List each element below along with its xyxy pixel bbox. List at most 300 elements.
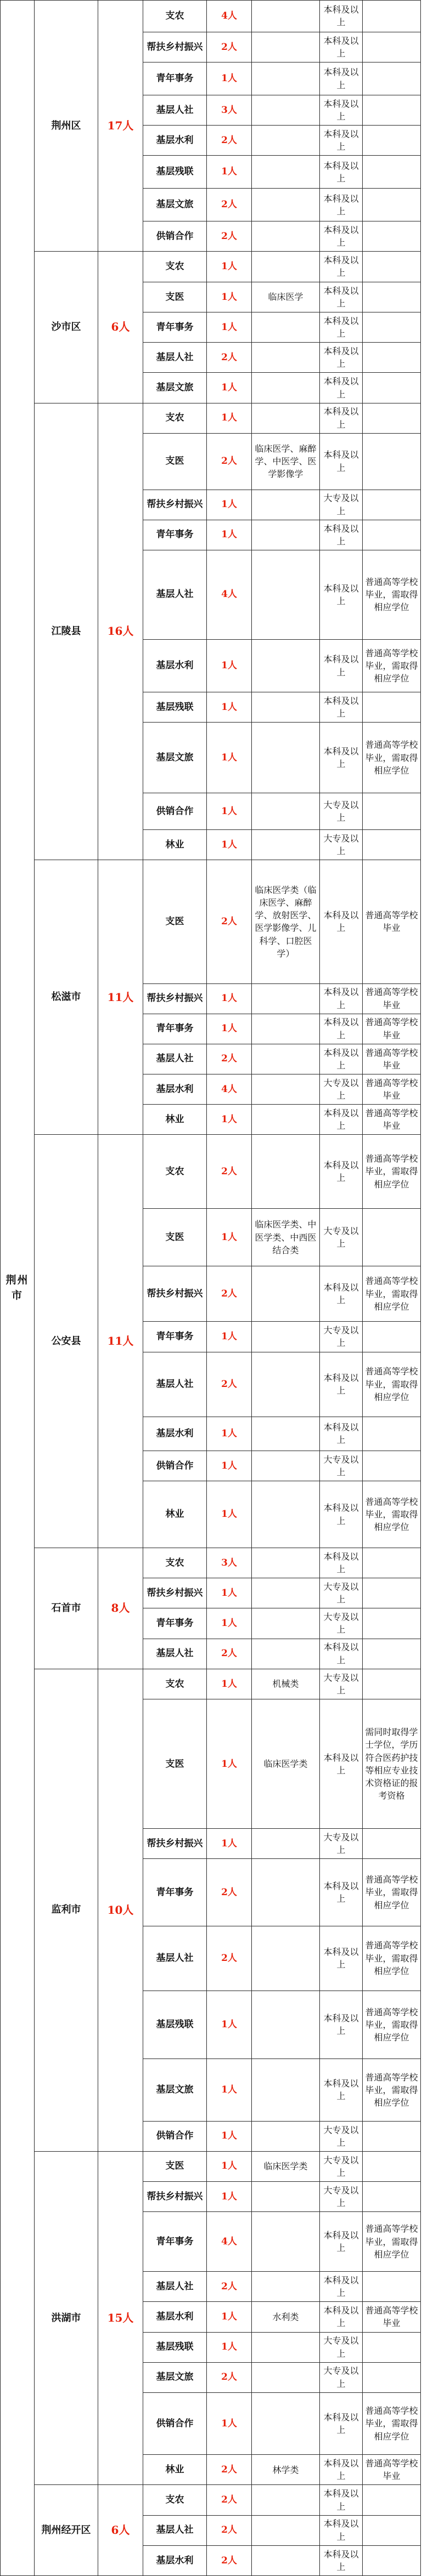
- major-requirement: 临床医学类、中医学类、中西医结合类: [252, 1209, 320, 1266]
- education-requirement: 本科及以上: [320, 1104, 363, 1134]
- post-count: 1人: [207, 2059, 252, 2122]
- education-requirement: 大专及以上: [320, 2332, 363, 2362]
- county-name: 荆州经开区: [35, 2485, 98, 2576]
- other-requirement: 普通高等学校毕业: [363, 860, 421, 983]
- post-name: 支农: [143, 252, 207, 282]
- post-count: 1人: [207, 520, 252, 550]
- education-requirement: 本科及以上: [320, 2545, 363, 2575]
- post-name: 青年事务: [143, 312, 207, 343]
- post-name: 基层文旅: [143, 723, 207, 793]
- major-requirement: [252, 95, 320, 126]
- other-requirement: [363, 373, 421, 403]
- post-count: 2人: [207, 1266, 252, 1322]
- post-name: 支医: [143, 282, 207, 312]
- post-name: 帮扶乡村振兴: [143, 1578, 207, 1608]
- city-name: 荆州市: [1, 1, 35, 2576]
- post-name: 供销合作: [143, 2121, 207, 2151]
- post-name: 支农: [143, 403, 207, 433]
- education-requirement: 本科及以上: [320, 189, 363, 221]
- post-count: 2人: [207, 1044, 252, 1074]
- other-requirement: [363, 252, 421, 282]
- other-requirement: [363, 126, 421, 156]
- other-requirement: [363, 2272, 421, 2302]
- other-requirement: 普通高等学校毕业，需取得相应学位: [363, 1991, 421, 2058]
- major-requirement: [252, 1578, 320, 1608]
- education-requirement: 本科及以上: [320, 126, 363, 156]
- other-requirement: [363, 793, 421, 829]
- education-requirement: 本科及以上: [320, 520, 363, 550]
- post-name: 基层文旅: [143, 373, 207, 403]
- other-requirement: [363, 343, 421, 373]
- post-name: 基层水利: [143, 2302, 207, 2332]
- other-requirement: [363, 1578, 421, 1608]
- recruitment-table-body: [1, 1, 421, 2576]
- post-name: 基层残联: [143, 692, 207, 723]
- post-count: 1人: [207, 723, 252, 793]
- post-name: 青年事务: [143, 1014, 207, 1044]
- post-count: 1人: [207, 2151, 252, 2181]
- post-count: 1人: [207, 156, 252, 189]
- education-requirement: 本科及以上: [320, 156, 363, 189]
- major-requirement: [252, 723, 320, 793]
- post-name: 基层水利: [143, 126, 207, 156]
- other-requirement: 普通高等学校毕业: [363, 1014, 421, 1044]
- major-requirement: [252, 983, 320, 1014]
- county-total: 11人: [98, 1135, 143, 1548]
- post-name: 基层文旅: [143, 189, 207, 221]
- post-count: 1人: [207, 639, 252, 692]
- other-requirement: [363, 520, 421, 550]
- other-requirement: [363, 2121, 421, 2151]
- post-count: 1人: [207, 312, 252, 343]
- education-requirement: 本科及以上: [320, 343, 363, 373]
- table-row: [1, 2485, 421, 2515]
- county-name: 江陵县: [35, 403, 98, 860]
- post-count: 2人: [207, 433, 252, 490]
- education-requirement: 大专及以上: [320, 1322, 363, 1352]
- major-requirement: 临床医学、麻醉学、中医学、医学影像学: [252, 433, 320, 490]
- major-requirement: [252, 62, 320, 95]
- major-requirement: 水利类: [252, 2302, 320, 2332]
- other-requirement: 普通高等学校毕业，需取得相应学位: [363, 1266, 421, 1322]
- major-requirement: [252, 1074, 320, 1104]
- major-requirement: [252, 490, 320, 520]
- education-requirement: 本科及以上: [320, 983, 363, 1014]
- other-requirement: [363, 1451, 421, 1481]
- other-requirement: 普通高等学校毕业，需取得相应学位: [363, 2211, 421, 2271]
- other-requirement: 普通高等学校毕业，需取得相应学位: [363, 1481, 421, 1548]
- other-requirement: 普通高等学校毕业，需取得相应学位: [363, 1926, 421, 1991]
- post-count: 2人: [207, 32, 252, 62]
- other-requirement: [363, 282, 421, 312]
- other-requirement: 普通高等学校毕业，需取得相应学位: [363, 639, 421, 692]
- county-total: 6人: [98, 252, 143, 403]
- education-requirement: 本科及以上: [320, 860, 363, 983]
- education-requirement: 本科及以上: [320, 2392, 363, 2455]
- major-requirement: [252, 793, 320, 829]
- other-requirement: 普通高等学校毕业，需取得相应学位: [363, 550, 421, 639]
- major-requirement: [252, 2515, 320, 2545]
- post-name: 基层人社: [143, 1926, 207, 1991]
- education-requirement: 本科及以上: [320, 2272, 363, 2302]
- education-requirement: 大专及以上: [320, 2181, 363, 2211]
- post-name: 帮扶乡村振兴: [143, 983, 207, 1014]
- post-count: 1人: [207, 1699, 252, 1829]
- other-requirement: [363, 2332, 421, 2362]
- education-requirement: 本科及以上: [320, 1, 363, 32]
- education-requirement: 本科及以上: [320, 221, 363, 252]
- post-count: 1人: [207, 2181, 252, 2211]
- other-requirement: [363, 312, 421, 343]
- education-requirement: 大专及以上: [320, 1829, 363, 1859]
- post-count: 1人: [207, 490, 252, 520]
- education-requirement: 本科及以上: [320, 1266, 363, 1322]
- education-requirement: 本科及以上: [320, 1481, 363, 1548]
- post-count: 2人: [207, 189, 252, 221]
- other-requirement: [363, 2515, 421, 2545]
- post-name: 帮扶乡村振兴: [143, 490, 207, 520]
- major-requirement: [252, 156, 320, 189]
- other-requirement: [363, 2545, 421, 2575]
- post-name: 青年事务: [143, 1859, 207, 1926]
- education-requirement: 本科及以上: [320, 403, 363, 433]
- other-requirement: [363, 1639, 421, 1669]
- major-requirement: [252, 2272, 320, 2302]
- major-requirement: [252, 2392, 320, 2455]
- post-name: 帮扶乡村振兴: [143, 1829, 207, 1859]
- post-name: 基层残联: [143, 2332, 207, 2362]
- post-count: 1人: [207, 1669, 252, 1699]
- post-count: 1人: [207, 1481, 252, 1548]
- post-count: 1人: [207, 282, 252, 312]
- major-requirement: [252, 1548, 320, 1578]
- post-count: 1人: [207, 1608, 252, 1639]
- post-count: 2人: [207, 860, 252, 983]
- major-requirement: [252, 1352, 320, 1417]
- other-requirement: 普通高等学校毕业，需取得相应学位: [363, 2392, 421, 2455]
- education-requirement: 本科及以上: [320, 1859, 363, 1926]
- other-requirement: [363, 490, 421, 520]
- education-requirement: 大专及以上: [320, 1074, 363, 1104]
- post-count: 1人: [207, 2392, 252, 2455]
- major-requirement: [252, 550, 320, 639]
- post-name: 青年事务: [143, 62, 207, 95]
- major-requirement: [252, 1322, 320, 1352]
- other-requirement: [363, 1669, 421, 1699]
- other-requirement: [363, 1209, 421, 1266]
- county-total: 6人: [98, 2485, 143, 2576]
- other-requirement: [363, 32, 421, 62]
- table-row: [1, 1669, 421, 1699]
- major-requirement: 机械类: [252, 1669, 320, 1699]
- education-requirement: 本科及以上: [320, 95, 363, 126]
- education-requirement: 本科及以上: [320, 2515, 363, 2545]
- post-count: 2人: [207, 1352, 252, 1417]
- education-requirement: 大专及以上: [320, 2121, 363, 2151]
- other-requirement: [363, 1608, 421, 1639]
- post-count: 2人: [207, 1135, 252, 1209]
- post-name: 青年事务: [143, 1322, 207, 1352]
- other-requirement: 普通高等学校毕业，需取得相应学位: [363, 1135, 421, 1209]
- post-name: 基层人社: [143, 1044, 207, 1074]
- post-count: 2人: [207, 343, 252, 373]
- post-count: 2人: [207, 2455, 252, 2485]
- other-requirement: [363, 1322, 421, 1352]
- post-name: 支农: [143, 1, 207, 32]
- education-requirement: 大专及以上: [320, 1608, 363, 1639]
- education-requirement: 本科及以上: [320, 1926, 363, 1991]
- education-requirement: 本科及以上: [320, 1699, 363, 1829]
- post-count: 2人: [207, 1859, 252, 1926]
- post-count: 1人: [207, 1991, 252, 2058]
- major-requirement: [252, 126, 320, 156]
- post-name: 支医: [143, 433, 207, 490]
- major-requirement: [252, 32, 320, 62]
- post-count: 2人: [207, 2272, 252, 2302]
- major-requirement: 林学类: [252, 2455, 320, 2485]
- post-name: 供销合作: [143, 793, 207, 829]
- education-requirement: 大专及以上: [320, 1209, 363, 1266]
- county-name: 沙市区: [35, 252, 98, 403]
- post-name: 供销合作: [143, 2392, 207, 2455]
- county-name: 松滋市: [35, 860, 98, 1135]
- post-name: 基层水利: [143, 639, 207, 692]
- education-requirement: 本科及以上: [320, 2485, 363, 2515]
- post-name: 支农: [143, 1548, 207, 1578]
- post-count: 2人: [207, 2545, 252, 2575]
- post-count: 3人: [207, 95, 252, 126]
- post-name: 基层水利: [143, 1074, 207, 1104]
- education-requirement: 本科及以上: [320, 32, 363, 62]
- table-row: [1, 860, 421, 983]
- major-requirement: [252, 829, 320, 860]
- post-name: 林业: [143, 829, 207, 860]
- education-requirement: 大专及以上: [320, 1451, 363, 1481]
- education-requirement: 本科及以上: [320, 433, 363, 490]
- major-requirement: [252, 312, 320, 343]
- post-count: 1人: [207, 1417, 252, 1451]
- major-requirement: [252, 1926, 320, 1991]
- education-requirement: 本科及以上: [320, 373, 363, 403]
- post-name: 林业: [143, 1481, 207, 1548]
- major-requirement: [252, 1044, 320, 1074]
- post-count: 2人: [207, 221, 252, 252]
- education-requirement: 本科及以上: [320, 1548, 363, 1578]
- post-name: 供销合作: [143, 221, 207, 252]
- post-count: 1人: [207, 62, 252, 95]
- post-count: 1人: [207, 2332, 252, 2362]
- table-row: [1, 1548, 421, 1578]
- post-name: 支农: [143, 1669, 207, 1699]
- post-count: 1人: [207, 983, 252, 1014]
- major-requirement: [252, 1639, 320, 1669]
- other-requirement: [363, 433, 421, 490]
- post-count: 2人: [207, 126, 252, 156]
- education-requirement: 本科及以上: [320, 2211, 363, 2271]
- other-requirement: 普通高等学校毕业: [363, 2455, 421, 2485]
- table-row: [1, 2151, 421, 2181]
- post-count: 4人: [207, 1074, 252, 1104]
- post-name: 帮扶乡村振兴: [143, 1266, 207, 1322]
- post-count: 1人: [207, 1209, 252, 1266]
- other-requirement: [363, 2485, 421, 2515]
- major-requirement: [252, 1014, 320, 1044]
- education-requirement: 大专及以上: [320, 829, 363, 860]
- major-requirement: [252, 1417, 320, 1451]
- post-count: 1人: [207, 373, 252, 403]
- county-name: 荆州区: [35, 1, 98, 252]
- other-requirement: [363, 2181, 421, 2211]
- major-requirement: [252, 2121, 320, 2151]
- county-name: 洪湖市: [35, 2151, 98, 2485]
- post-name: 基层人社: [143, 1639, 207, 1669]
- major-requirement: [252, 2181, 320, 2211]
- other-requirement: [363, 1, 421, 32]
- major-requirement: [252, 2059, 320, 2122]
- other-requirement: [363, 2151, 421, 2181]
- table-row: [1, 1135, 421, 1209]
- post-name: 基层人社: [143, 343, 207, 373]
- other-requirement: 普通高等学校毕业，需取得相应学位: [363, 1352, 421, 1417]
- major-requirement: [252, 2545, 320, 2575]
- post-name: 基层残联: [143, 156, 207, 189]
- major-requirement: [252, 1451, 320, 1481]
- major-requirement: [252, 189, 320, 221]
- post-name: 基层文旅: [143, 2059, 207, 2122]
- other-requirement: [363, 1548, 421, 1578]
- major-requirement: [252, 1991, 320, 2058]
- post-name: 帮扶乡村振兴: [143, 2181, 207, 2211]
- major-requirement: [252, 1608, 320, 1639]
- post-name: 基层人社: [143, 1352, 207, 1417]
- major-requirement: [252, 1829, 320, 1859]
- other-requirement: [363, 692, 421, 723]
- education-requirement: 本科及以上: [320, 639, 363, 692]
- post-name: 支农: [143, 1135, 207, 1209]
- post-name: 基层人社: [143, 2272, 207, 2302]
- other-requirement: [363, 829, 421, 860]
- major-requirement: 临床医学: [252, 282, 320, 312]
- other-requirement: [363, 2362, 421, 2392]
- other-requirement: [363, 95, 421, 126]
- county-total: 16人: [98, 403, 143, 860]
- post-name: 青年事务: [143, 520, 207, 550]
- county-total: 8人: [98, 1548, 143, 1669]
- education-requirement: 本科及以上: [320, 2302, 363, 2332]
- major-requirement: 临床医学类（临床医学、麻醉学、放射医学、医学影像学、儿科学、口腔医学）: [252, 860, 320, 983]
- post-name: 基层残联: [143, 1991, 207, 2058]
- post-name: 支医: [143, 1699, 207, 1829]
- post-name: 基层水利: [143, 2545, 207, 2575]
- post-name: 青年事务: [143, 2211, 207, 2271]
- post-count: 1人: [207, 1104, 252, 1134]
- other-requirement: 普通高等学校毕业，需取得相应学位: [363, 2059, 421, 2122]
- major-requirement: [252, 1859, 320, 1926]
- post-count: 1人: [207, 1829, 252, 1859]
- other-requirement: [363, 189, 421, 221]
- major-requirement: 临床医学类: [252, 2151, 320, 2181]
- education-requirement: 大专及以上: [320, 490, 363, 520]
- post-count: 3人: [207, 1548, 252, 1578]
- post-name: 支医: [143, 860, 207, 983]
- education-requirement: 本科及以上: [320, 1135, 363, 1209]
- post-count: 1人: [207, 2121, 252, 2151]
- education-requirement: 本科及以上: [320, 1991, 363, 2058]
- post-count: 4人: [207, 1, 252, 32]
- post-name: 供销合作: [143, 1451, 207, 1481]
- post-count: 1人: [207, 1578, 252, 1608]
- education-requirement: 大专及以上: [320, 793, 363, 829]
- major-requirement: [252, 692, 320, 723]
- post-name: 基层人社: [143, 95, 207, 126]
- post-count: 1人: [207, 692, 252, 723]
- post-name: 青年事务: [143, 1608, 207, 1639]
- major-requirement: [252, 2362, 320, 2392]
- other-requirement: 普通高等学校毕业，需取得相应学位: [363, 723, 421, 793]
- other-requirement: 普通高等学校毕业: [363, 983, 421, 1014]
- post-name: 林业: [143, 1104, 207, 1134]
- post-count: 4人: [207, 2211, 252, 2271]
- major-requirement: [252, 2332, 320, 2362]
- post-count: 2人: [207, 2515, 252, 2545]
- post-name: 基层人社: [143, 2515, 207, 2545]
- post-count: 1人: [207, 403, 252, 433]
- post-count: 1人: [207, 1014, 252, 1044]
- post-count: 2人: [207, 1639, 252, 1669]
- education-requirement: 本科及以上: [320, 2455, 363, 2485]
- education-requirement: 本科及以上: [320, 1014, 363, 1044]
- table-row: [1, 403, 421, 433]
- education-requirement: 本科及以上: [320, 550, 363, 639]
- county-name: 公安县: [35, 1135, 98, 1548]
- post-name: 支医: [143, 2151, 207, 2181]
- education-requirement: 本科及以上: [320, 1352, 363, 1417]
- other-requirement: [363, 403, 421, 433]
- education-requirement: 大专及以上: [320, 1669, 363, 1699]
- education-requirement: 本科及以上: [320, 1417, 363, 1451]
- education-requirement: 本科及以上: [320, 282, 363, 312]
- post-name: 林业: [143, 2455, 207, 2485]
- post-count: 1人: [207, 1451, 252, 1481]
- major-requirement: [252, 252, 320, 282]
- education-requirement: 本科及以上: [320, 1639, 363, 1669]
- major-requirement: [252, 1135, 320, 1209]
- post-count: 1人: [207, 252, 252, 282]
- other-requirement: [363, 156, 421, 189]
- other-requirement: 普通高等学校毕业: [363, 1074, 421, 1104]
- table-row: [1, 1, 421, 32]
- major-requirement: 临床医学类: [252, 1699, 320, 1829]
- county-total: 17人: [98, 1, 143, 252]
- education-requirement: 大专及以上: [320, 1578, 363, 1608]
- post-name: 帮扶乡村振兴: [143, 32, 207, 62]
- other-requirement: [363, 1829, 421, 1859]
- other-requirement: [363, 1417, 421, 1451]
- post-name: 支医: [143, 1209, 207, 1266]
- major-requirement: [252, 1104, 320, 1134]
- other-requirement: [363, 221, 421, 252]
- post-count: 2人: [207, 2362, 252, 2392]
- other-requirement: [363, 62, 421, 95]
- major-requirement: [252, 1, 320, 32]
- table-row: [1, 252, 421, 282]
- education-requirement: 本科及以上: [320, 312, 363, 343]
- post-count: 1人: [207, 2302, 252, 2332]
- post-name: 基层人社: [143, 550, 207, 639]
- post-count: 1人: [207, 793, 252, 829]
- county-name: 石首市: [35, 1548, 98, 1669]
- major-requirement: [252, 639, 320, 692]
